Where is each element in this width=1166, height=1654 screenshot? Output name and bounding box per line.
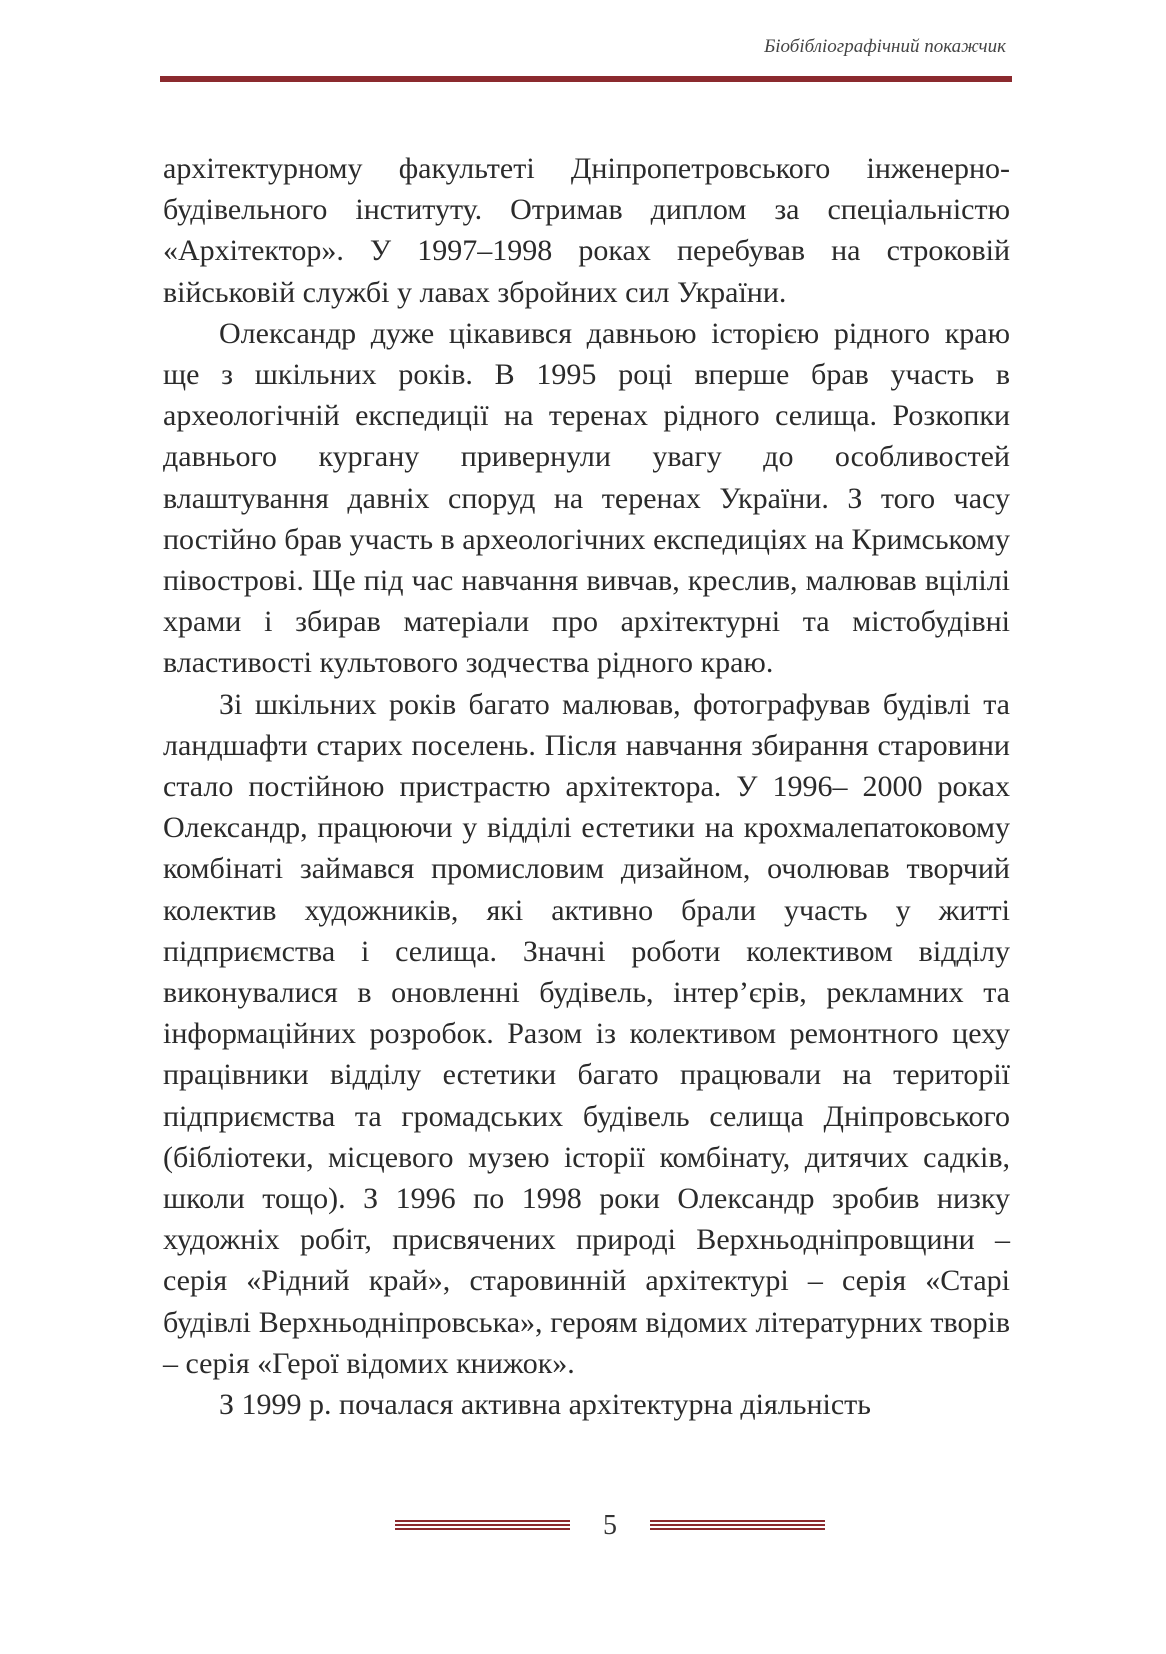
paragraph-1: архітектурному факультеті Дніпропетровського інженерно-будівельного інституту. Отримав диплом за спеціальністю «Архітектор». У 1997–1998 роках перебував на строковій військовій службі у лавах збройних сил України. bbox=[163, 152, 1010, 309]
footer-rule-right bbox=[650, 1520, 825, 1532]
paragraph-2: Олександр дуже цікавився давньою історією рідного краю ще з шкільних років. В 1995 році вперше брав участь в археологічній експедиції на теренах рідного селища. Розкопки давнього кургану привернули увагу до особливостей влаштування давніх споруд на теренах України. З того часу постійно брав участь в археологічних експедиціях на Кримському півострові. Ще під час навчання вивчав, креслив, малював вцілілі храми і збирав матеріали про архітектурні та містобудівні властивості культового зодчества рідного краю. bbox=[163, 316, 1010, 680]
paragraph-3: Зі шкільних років багато малював, фотографував будівлі та ландшафти старих поселень. Після навчання збирання старовини стало постійною пристрастю архітектора. У 1996– 2000 роках Олександр, працюючи у відділі естетики на крохмалепатоковому комбінаті займався промисловим дизайном, очолював творчий колектив художників, які активно брали участь у житті підприємства і селища. Значні роботи колективом відділу виконувалися в оновленні будівель, інтер’єрів, рекламних та інформаційних розробок. Разом із колективом ремонтного цеху працівники відділу естетики багато працювали на території підприємства та громадських будівель селища Дніпровського (бібліотеки, місцевого музею історії комбінату, дитячих садків, школи тощо). З 1996 по 1998 роки Олександр зробив низку художніх робіт, присвячених природі Верхньодніпровщини – серія «Рідний край», старовинній архітектурі – серія «Старі будівлі Верхньодніпровська», героям відомих літературних творів – серія «Герої відомих книжок». bbox=[163, 687, 1010, 1380]
paragraph-4: З 1999 р. почалася активна архітектурна діяльність bbox=[219, 1388, 871, 1422]
body-text bbox=[163, 148, 1010, 1425]
page-footer bbox=[395, 1508, 825, 1544]
running-header: Біобібліографічний покажчик bbox=[764, 36, 1006, 57]
header-rule bbox=[160, 76, 1012, 82]
page-number: 5 bbox=[603, 1510, 617, 1541]
